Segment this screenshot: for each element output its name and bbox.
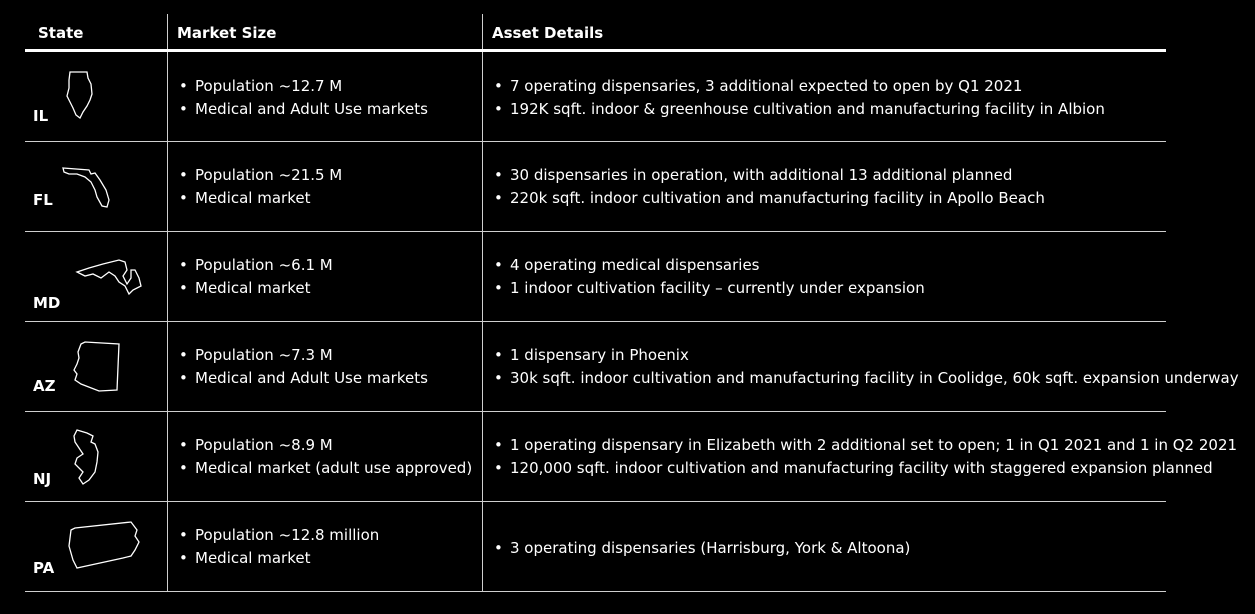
row-divider <box>25 591 1166 592</box>
list-item: • 192K sqft. indoor & greenhouse cultivation and manufacturing facility in Albion <box>492 98 1105 121</box>
market-size-list <box>177 524 379 570</box>
list-item: • Medical and Adult Use markets <box>177 367 428 390</box>
list-item: • Population ~12.8 million <box>177 524 379 547</box>
asset-details-list <box>492 434 1237 480</box>
list-item: • 1 operating dispensary in Elizabeth with 2 additional set to open; 1 in Q1 2021 and 1 in Q2 2021 <box>492 434 1237 457</box>
state-code: AZ <box>33 377 56 395</box>
arizona-outline-icon <box>71 340 123 394</box>
list-item: • 1 dispensary in Phoenix <box>492 344 1239 367</box>
pennsylvania-outline-icon <box>65 520 145 576</box>
list-item: • Medical market <box>177 277 333 300</box>
list-item: • Population ~21.5 M <box>177 164 342 187</box>
asset-details-list <box>492 75 1105 121</box>
table-row <box>25 502 1255 591</box>
list-item: • 30 dispensaries in operation, with additional 13 additional planned <box>492 164 1045 187</box>
list-item: • 30k sqft. indoor cultivation and manufacturing facility in Coolidge, 60k sqft. expansion underway <box>492 367 1239 390</box>
header-market-size: Market Size <box>177 24 277 42</box>
list-item: • Medical market (adult use approved) <box>177 457 472 480</box>
list-item: • 1 indoor cultivation facility – currently under expansion <box>492 277 925 300</box>
asset-details-list <box>492 537 910 560</box>
list-item: • 220k sqft. indoor cultivation and manufacturing facility in Apollo Beach <box>492 187 1045 210</box>
list-item: • Medical market <box>177 547 379 570</box>
state-asset-table <box>25 14 1255 614</box>
table-row <box>25 142 1255 231</box>
list-item: • 120,000 sqft. indoor cultivation and manufacturing facility with staggered expansion planned <box>492 457 1237 480</box>
state-code: PA <box>33 559 55 577</box>
illinois-outline-icon <box>65 70 97 122</box>
list-item: • 4 operating medical dispensaries <box>492 254 925 277</box>
state-code: IL <box>33 107 49 125</box>
asset-details-list <box>492 344 1239 390</box>
table-row <box>25 322 1255 411</box>
asset-details-list <box>492 254 925 300</box>
list-item: • 7 operating dispensaries, 3 additional expected to open by Q1 2021 <box>492 75 1105 98</box>
header-asset-details: Asset Details <box>492 24 604 42</box>
list-item: • 3 operating dispensaries (Harrisburg, York & Altoona) <box>492 537 910 560</box>
market-size-list <box>177 164 342 210</box>
table-row <box>25 412 1255 501</box>
list-item: • Population ~6.1 M <box>177 254 333 277</box>
list-item: • Population ~7.3 M <box>177 344 428 367</box>
market-size-list <box>177 75 428 121</box>
asset-details-list <box>492 164 1045 210</box>
table-row <box>25 232 1255 321</box>
market-size-list <box>177 434 472 480</box>
table-row <box>25 52 1255 141</box>
new-jersey-outline-icon <box>71 428 103 488</box>
market-size-list <box>177 254 333 300</box>
state-code: NJ <box>33 470 52 488</box>
list-item: • Population ~8.9 M <box>177 434 472 457</box>
state-code: FL <box>33 191 53 209</box>
list-item: • Medical market <box>177 187 342 210</box>
list-item: • Medical and Adult Use markets <box>177 98 428 121</box>
header-state: State <box>38 24 84 42</box>
list-item: • Population ~12.7 M <box>177 75 428 98</box>
market-size-list <box>177 344 428 390</box>
florida-outline-icon <box>61 164 115 210</box>
state-code: MD <box>33 294 61 312</box>
maryland-outline-icon <box>75 256 145 296</box>
